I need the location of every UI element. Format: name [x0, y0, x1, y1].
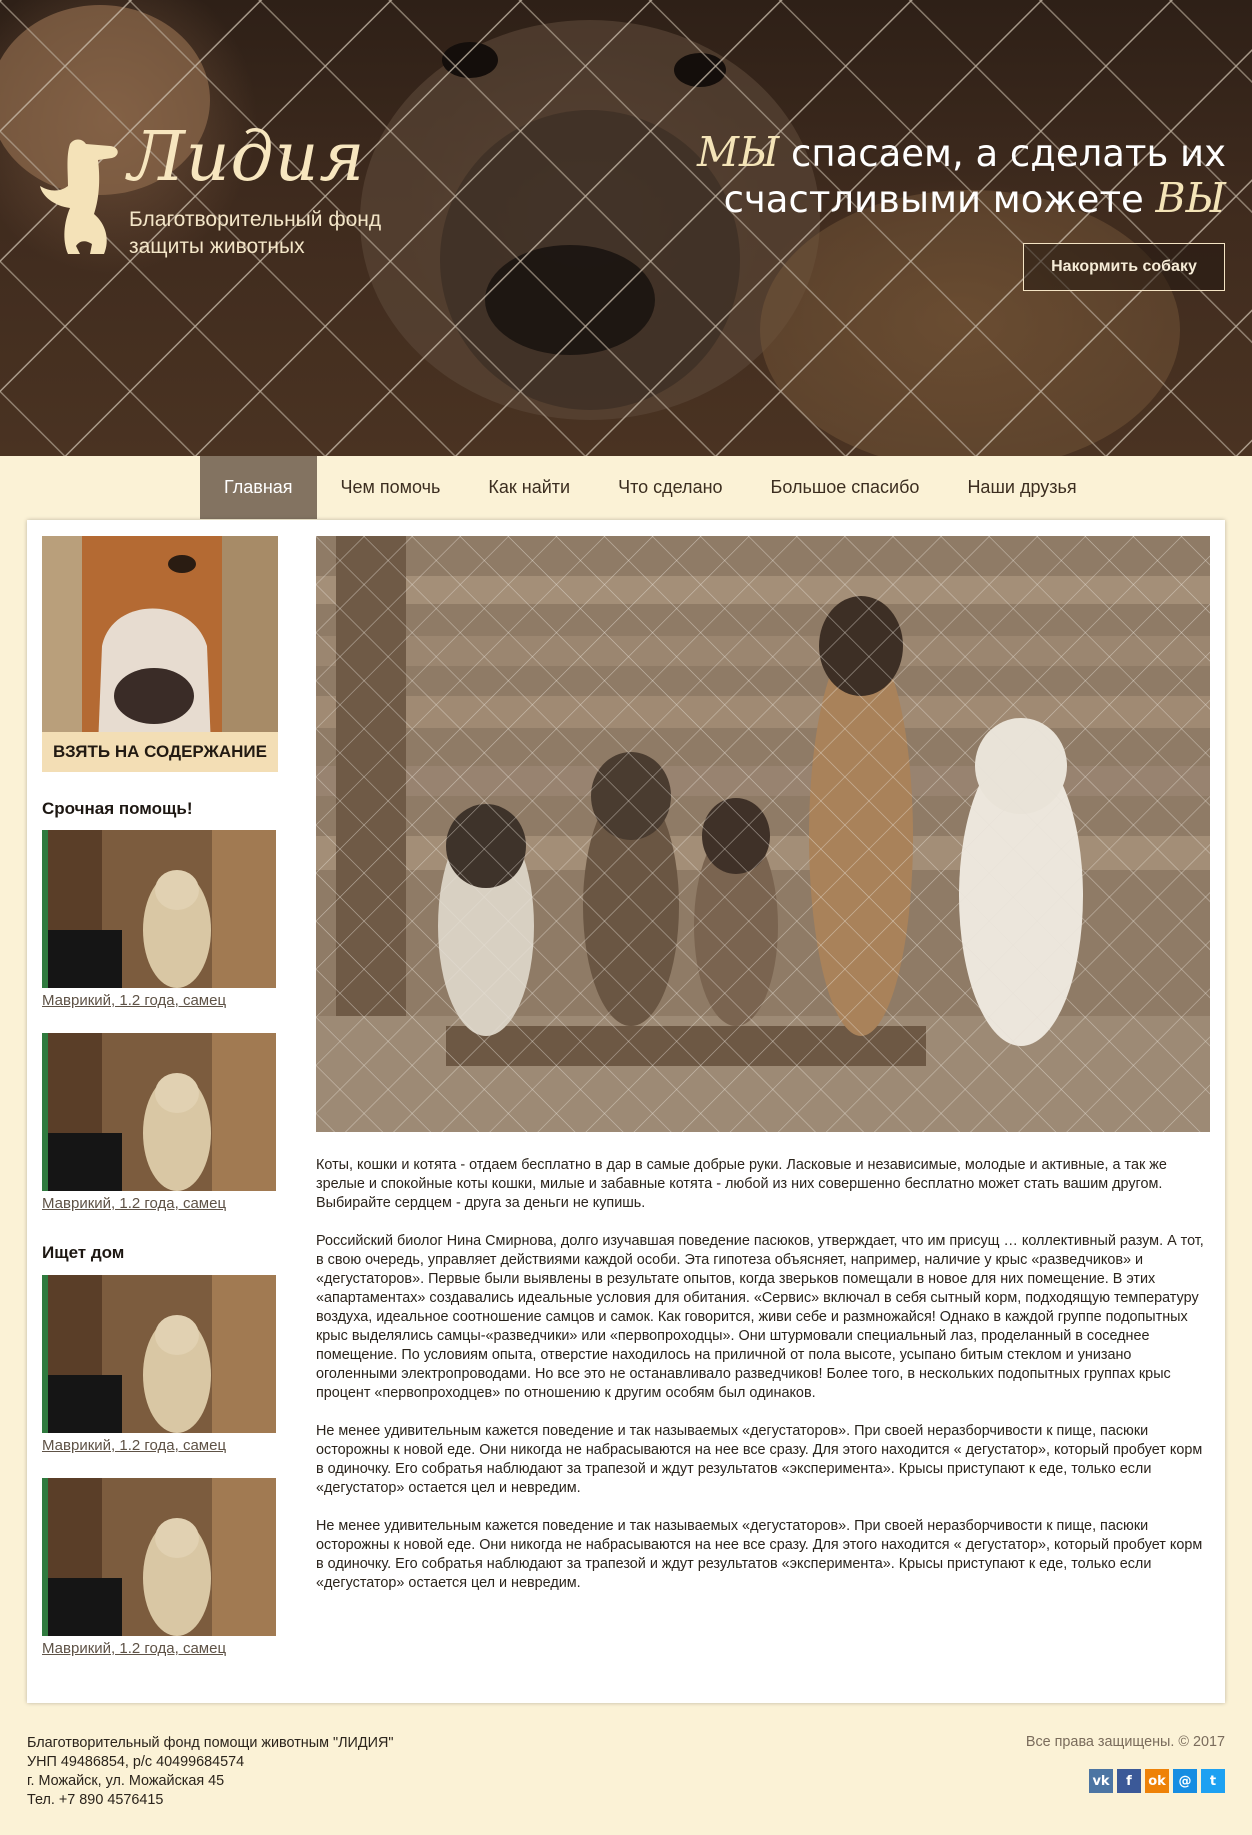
puppies-photo: [316, 536, 1210, 1132]
nav-item-how-to-help[interactable]: Чем помочь: [340, 477, 441, 497]
nav-item-thanks[interactable]: Большое спасибо: [770, 477, 920, 497]
article-paragraph: Не менее удивительным кажется поведение и так называемых «дегустаторов». При своей неразборчивости к пище, пасюки осторожны к новой еде. Они никогда не набрасываются на нее все сразу. Для этого находится « дегустатор», который пробует корм в одиночку. Его собратья наблюдают за трапезой и ждут результатов «эксперимента». Крысы приступают к еде, только если «дегустатор» остается цел и невредим.: [316, 1423, 1203, 1496]
tagline-middle: спасаем, а сделать их счастливыми можете: [723, 132, 1226, 221]
article-paragraph: Не менее удивительным кажется поведение и так называемых «дегустаторов». При своей неразборчивости к пище, пасюки осторожны к новой еде. Они никогда не набрасываются на нее все сразу. Для этого находится « дегустатор», который пробует корм в одиночку. Его собратья наблюдают за трапезой и ждут результатов «эксперимента». Крысы приступают к еде, только если «дегустатор» остается цел и невредим.: [316, 1518, 1203, 1591]
hero-banner: [0, 0, 1252, 456]
main-article: [316, 536, 1210, 1612]
pet-link[interactable]: Маврикий, 1.2 года, самец: [42, 992, 227, 1009]
sidebar: [42, 536, 278, 1657]
nav-item-friends[interactable]: Наши друзья: [967, 477, 1077, 497]
footer-unp: УНП 49486854, р/с 40499684574: [27, 1754, 245, 1770]
pet-photo: [42, 1478, 276, 1636]
odnoklassniki-icon[interactable]: ok: [1145, 1769, 1169, 1793]
footer-address: г. Можайск, ул. Можайская 45: [27, 1773, 225, 1789]
nav-item-home[interactable]: Главная: [200, 456, 317, 519]
content-panel: [27, 520, 1225, 1703]
looking-for-home-heading: Ищет дом: [42, 1243, 125, 1262]
footer-phone: Тел. +7 890 4576415: [27, 1792, 164, 1808]
adopt-promo-label[interactable]: ВЗЯТЬ НА СОДЕРЖАНИЕ: [42, 732, 278, 772]
urgent-help-heading: Срочная помощь!: [42, 799, 193, 818]
feed-dog-button[interactable]: Накормить собаку: [1023, 243, 1225, 291]
pet-card[interactable]: [42, 1478, 276, 1657]
adopt-promo[interactable]: [42, 536, 278, 772]
puppies-behind-fence-image: [316, 536, 1210, 1132]
article-paragraph: Российский биолог Нина Смирнова, долго изучавшая поведение пасюков, утверждает, что им присущ … коллективный разум. А тот, в свою очередь, управляет действиями каждой особи. Эта гипотеза объясняет, например, наличие у крыс «разведчиков» и «дегустаторов». Первые были выявлены в результате опытов, когда зверьков помещали в новое для них помещение. В этих «апартаментах» создавались идеальные условия для обитания. «Сервис» включал в себя сытный корм, подходящую температуру воздуха, идеальное соотношение самцов и самок. Как говорится, живи себе и размножайся! Однако в каждой группе подопытных крыс выделялись самцы-«разведчики» или «первопроходцы». Они штурмовали специальный лаз, проделанный в соседнее помещение. По условиям опыта, отверстие находилось на приличной от пола высоте, усыпано битым стеклом и унизано оголенными электропроводами. Но все это не останавливало разведчиков! Более того, в нескольких подопытных группах крыс процент «первопроходцев» по отношению к другим особям был одинаков.: [316, 1233, 1204, 1401]
footer-contacts: [27, 1734, 393, 1810]
nav-item-how-to-find[interactable]: Как найти: [488, 477, 571, 497]
pet-link[interactable]: Маврикий, 1.2 года, самец: [42, 1640, 227, 1657]
main-navigation: [0, 456, 1252, 519]
pet-card[interactable]: [42, 1275, 276, 1454]
facebook-icon[interactable]: f: [1117, 1769, 1141, 1793]
tagline-you: ВЫ: [1155, 174, 1226, 222]
sitting-dog-icon: [40, 136, 126, 262]
pet-link[interactable]: Маврикий, 1.2 года, самец: [42, 1437, 227, 1454]
pet-photo: [42, 830, 276, 988]
article-paragraph: Коты, кошки и котята - отдаем бесплатно в дар в самые добрые руки. Ласковые и независимые, молодые и активные, а так же зрелые и спокойные коты кошки, милые и забавные котята - любой из них совершенно бесплатно может стать вашим другом. Выбирайте сердцем - друга за деньги не купишь.: [316, 1157, 1167, 1211]
brand-name: Лидия: [128, 118, 366, 197]
footer-org-name: Благотворительный фонд помощи животным "ЛИДИЯ": [27, 1735, 394, 1751]
footer-copyright: Все права защищены. © 2017: [1025, 1734, 1225, 1750]
brand-subtitle: Благотворительный фонд защиты животных: [129, 208, 382, 258]
twitter-icon[interactable]: t: [1201, 1769, 1225, 1793]
tagline-we: МЫ: [696, 128, 780, 176]
pet-card[interactable]: [42, 1033, 276, 1212]
pet-photo: [42, 1275, 276, 1433]
mailru-icon[interactable]: @: [1173, 1769, 1197, 1793]
article-text: [316, 1156, 1210, 1593]
brand-logo[interactable]: [40, 118, 400, 270]
pet-link[interactable]: Маврикий, 1.2 года, самец: [42, 1195, 227, 1212]
vk-icon[interactable]: vk: [1089, 1769, 1113, 1793]
pet-card[interactable]: [42, 830, 276, 1009]
pet-photo: [42, 1033, 276, 1191]
hero-tagline: [626, 130, 1226, 222]
nav-item-done[interactable]: Что сделано: [618, 477, 723, 497]
social-links: [1089, 1769, 1225, 1793]
